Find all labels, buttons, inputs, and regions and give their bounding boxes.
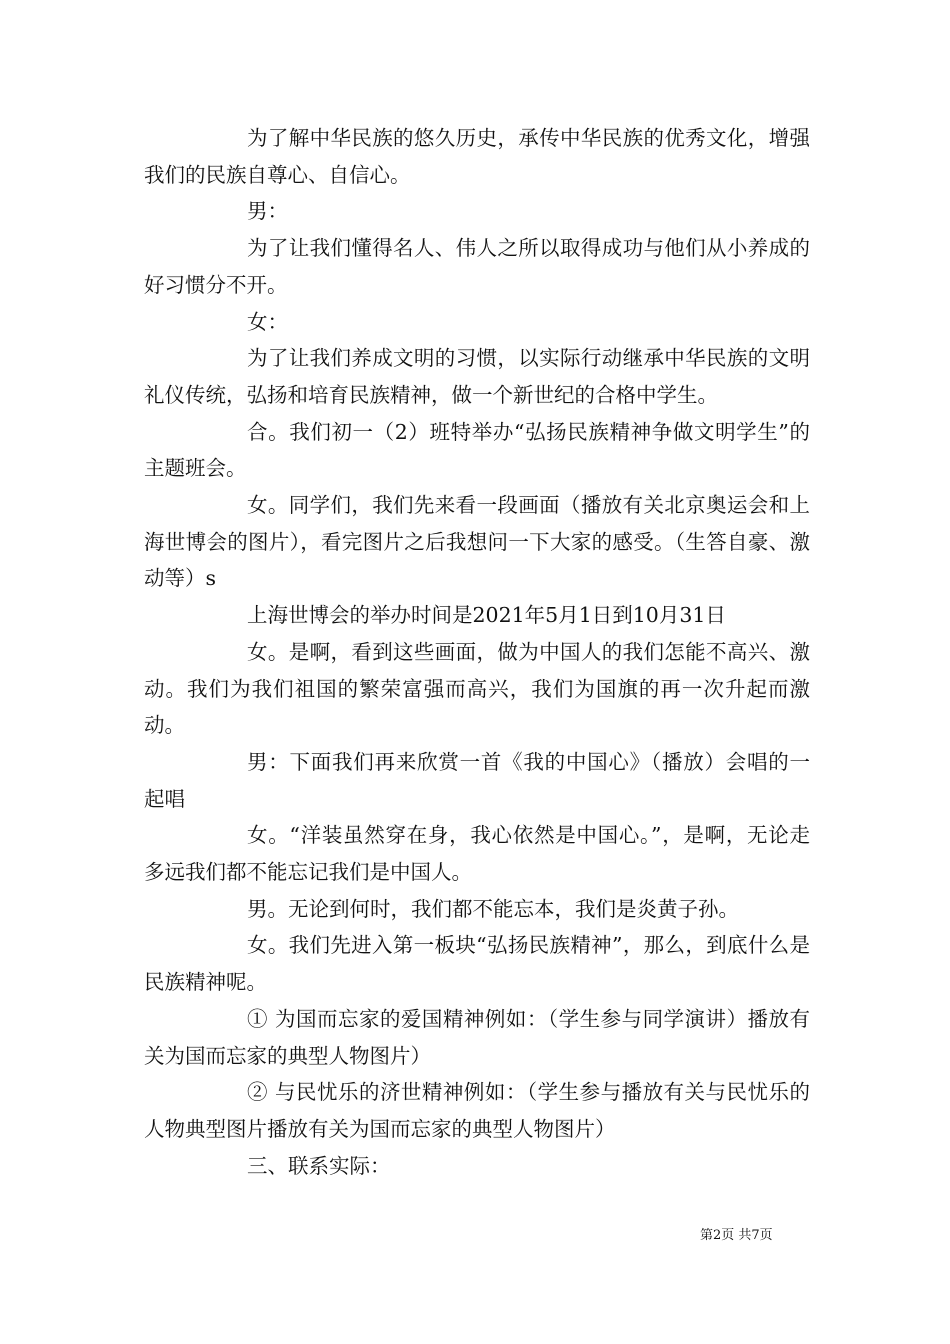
paragraph: 为了解中华民族的悠久历史，承传中华民族的优秀文化，增强我们的民族自尊心、自信心。 (144, 126, 810, 187)
paragraph: 女： (247, 309, 288, 334)
paragraph: 女。同学们，我们先来看一段画面（播放有关北京奥运会和上海世博会的图片），看完图片之后我想问一下大家的感受。（生答自豪、激动等）s (144, 493, 810, 591)
paragraph: 上海世博会的举办时间是2021年5月1日到10月31日 (247, 603, 726, 628)
paragraph: 男。无论到何时，我们都不能忘本，我们是炎黄子孙。 (247, 896, 739, 921)
paragraph: 女。我们先进入第一板块“弘扬民族精神”，那么，到底什么是民族精神呢。 (144, 933, 810, 995)
paragraph: ② 与民忧乐的济世精神例如：（学生参与播放有关与民忧乐的人物典型图片播放有关为国而忘家的典型人物图片） (144, 1080, 810, 1141)
paragraph: 男：下面我们再来欣赏一首《我的中国心》（播放）会唱的一起唱 (144, 749, 810, 811)
page-number-footer: 第2页 共7页 (700, 1228, 773, 1243)
paragraph: 为了让我们懂得名人、伟人之所以取得成功与他们从小养成的好习惯分不开。 (144, 236, 810, 297)
paragraph: ① 为国而忘家的爱国精神例如：（学生参与同学演讲）播放有关为国而忘家的典型人物图片） (144, 1006, 810, 1068)
paragraph: 为了让我们养成文明的习惯，以实际行动继承中华民族的文明礼仪传统，弘扬和培育民族精神，做一个新世纪的合格中学生。 (144, 346, 810, 407)
paragraph: 合。我们初一（2）班特举办“弘扬民族精神争做文明学生”的主题班会。 (144, 419, 810, 481)
paragraph: 女。是啊，看到这些画面，做为中国人的我们怎能不高兴、激动。我们为我们祖国的繁荣富强而高兴，我们为国旗的再一次升起而激动。 (144, 639, 810, 738)
paragraph: 男： (247, 199, 288, 224)
paragraph: 三、联系实际： (247, 1153, 391, 1178)
document-body (144, 120, 810, 1184)
paragraph: 女。“洋装虽然穿在身，我心依然是中国心。”，是啊，无论走多远我们都不能忘记我们是中国人。 (144, 823, 810, 885)
